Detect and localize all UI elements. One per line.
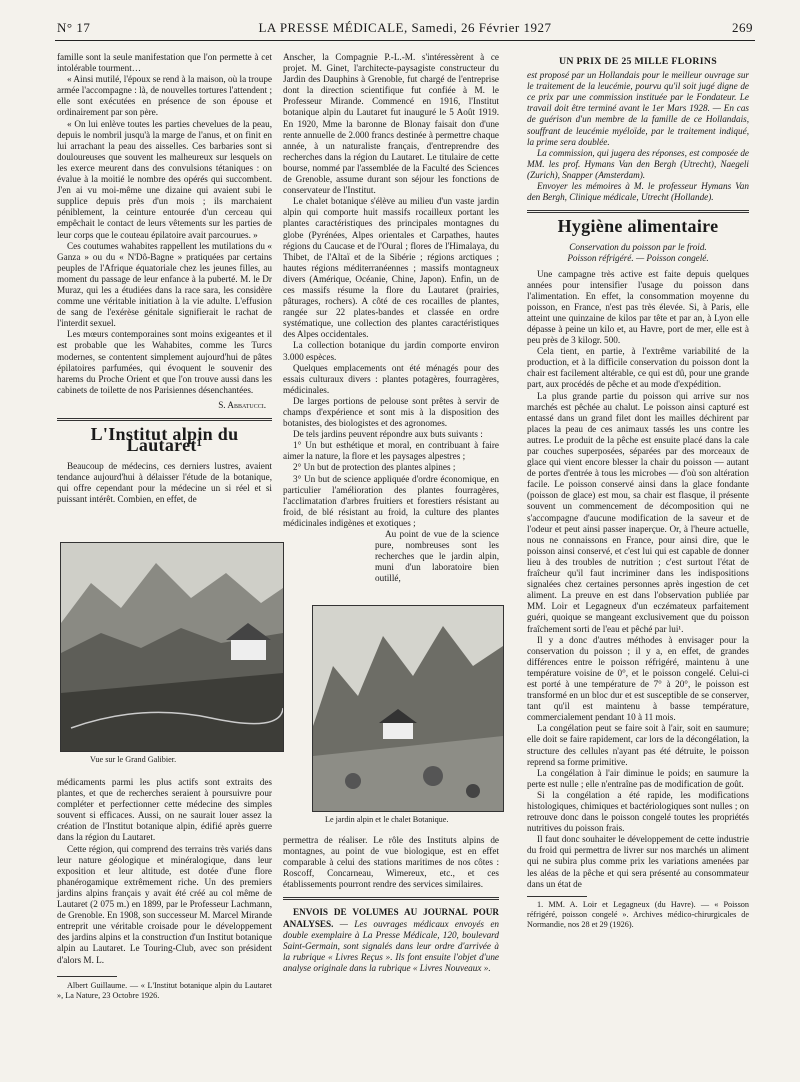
paragraph: Cette région, qui comprend des terrains très variés dans leur nature géologique et minéralogique, dans leur exposition et leur altitude, est dotée d'une flore phanérogamique extrêmement riche. Un des premiers jardins alpins français y avait été créé au col même de Lautaret (2 075 m.) en 1899, par le Professeur Lachmann, de Grenoble. En 1908, son successeur M. Marcel Mirande entreprit une véritable croisade pour le développement des jardins alpins et la construction d'un Institut botanique alpin au Lautaret. Le Touring-Club, avec son président d'alors M. L. [57,843,272,965]
paragraph: Quelques emplacements ont été ménagés pour des essais culturaux divers : plantes potagères, fourragères, médicinales. [283,362,499,395]
paragraph: La congélation peut se faire soit à l'air, soit en saumure; elle doit se faire rapidement, car lors de la décongélation, la structure des cellules n'ayant pas été détruite, le poisson reprend sa forme primitive. [527,723,749,767]
paragraph: 1° Un but esthétique et moral, en contribuant à faire aimer la nature, la flore et les paysages alpestres ; [283,440,499,462]
paragraph: Ces coutumes wahabites rappellent les mutilations du « Ganza » ou du « N'Dô-Bagne » pratiquées par certains peuples de l'Afrique équatoriale chez les jeunes filles, au moment du passage de leur enfance à la puberté. M. le Dr Muraz, qui les a étudiées dans la race sara, les considère comme une véritable initiation à la vie adulte. L'effusion de sang de l'exérèse génitale signifierait le rachat de l'interdit sexuel. [57,240,272,329]
footnote: 1. MM. A. Loir et Legagneux (du Havre). — « Poisson réfrigéré, poisson congelé ». Archives médico-chirurgicales de Normandie, nos 28 et 29 (1926). [527,899,749,929]
column-3 [527,52,749,930]
section-title: Hygiène alimentaire [557,216,719,237]
paragraph: De tels jardins peuvent répondre aux buts suivants : [293,429,483,440]
column-1 [57,52,272,506]
footnote-rule [57,976,117,977]
paragraph: permettra de réaliser. Le rôle des Instituts alpins de montagnes, au point de vue biologique, est en effet comparable à celui des stations maritimes de nos côtes : Roscoff, Concarneau, Wimereux, etc., et ces établissements pourront rendre des services similaires. [283,835,499,890]
issue-number: N° 17 [57,20,91,35]
paragraph: médicaments parmi les plus actifs sont extraits des plantes, et que de recherches seraient à poursuivre pour compléter et perfectionner cette médecine des simples souvent si efficaces. Aussi, on ne saurait louer assez la création de l'Institut botanique alpin, édifié après guerre dans la région du Lautaret. [57,777,272,843]
divider [283,897,499,900]
signature: S. Abbatucci. [218,399,266,410]
paragraph: Beaucoup de médecins, ces derniers lustres, avaient tendance aujourd'hui à délaisser l'étude de la botanique, qui offre cependant pour la médecine un si réel et si puissant intérêt. Combien, en effet, de [57,461,272,505]
paragraph: Anscher, la Compagnie P.-L.-M. s'intéressèrent à ce projet. M. Ginet, l'architecte-paysagiste constructeur du Jardin des Dauphins à Grenoble, fut chargé de l'entreprise dont la direction scientifique fut confiée à M. le Professeur Mirande. Commencé en 1916, l'Institut botanique alpin du Lautaret fut inauguré le 5 Août 1919. En 1920, Mme la baronne de Blonay faisait don d'une rente annuelle de 2.000 francs destinée à permettre chaque année, à un naturaliste français, d'entreprendre des recherches dans la région du Lautaret. Le titulaire de cette bourse, nommé par l'assemblée de la Faculté des Sciences de Grenoble, assume durant son séjour les fonctions de conservateur de l'Institut. [283,52,499,196]
paragraph: La collection botanique du jardin comporte environ 3.000 espèces. [283,340,499,362]
paragraph: Si la congélation a été rapide, les modifications histologiques, chimiques et bactériologiques sont nulles ; on retrouve donc dans le poisson congelé toutes les propriétés nutritives du poisson frais. [527,789,749,834]
paragraph: 3° Un but de science appliquée d'ordre économique, en particulier l'amélioration des plantes fourragères, l'acclimatation d'arbres fruitiers et forestiers résistant au froid, de blé résistant au froid, la culture des plantes médicinales indigènes et exotiques ; [283,473,499,528]
photo-jardin-alpin [312,605,504,812]
photo-caption: Vue sur le Grand Galibier. [90,755,177,764]
paragraph: Envoyer les mémoires à M. le professeur Hymans Van den Bergh, Clinique médicale, Utrecht (Hollande). [527,181,749,203]
page-header [55,18,755,41]
envois-text: — Les ouvrages médicaux envoyés en double exemplaire à La Presse Médicale, 120, boulevard Saint-Germain, sont signalés dans leur ordre d'arrivée à la rubrique « Livres Reçus ». Ils font ensuite l'objet d'une analyse originale dans la rubrique « Livres Nouveaux ». [283,918,499,973]
photo-caption: Le jardin alpin et le chalet Botanique. [325,815,449,824]
paragraph: Cela tient, en partie, à l'extrême variabilité de la production, et à la difficile conservation du poisson dont la chair est facilement altérable, ce qui est dû, pour une grande part, aux procédés de pêche et au mode d'expédition. [527,346,749,390]
photo-grand-galibier [60,542,284,752]
paragraph: Une campagne très active est faite depuis quelques années pour intensifier l'usage du poisson dans l'alimentation. En effet, la consommation moyenne du poisson, en France, n'est pas très élevée. Si, à Paris, elle atteint une quinzaine de kilos par tête et par an, à Lyon elle dépasse à peine un kilo et, au Havre, port de mer, elle est à peu près de 3 kilogr. 500. [527,268,749,346]
envois-title: ENVOIS DE VOLUMES AU JOURNAL POUR ANALYSES. [283,907,499,929]
divider [57,418,272,421]
paragraph: « Ainsi mutilé, l'époux se rend à la maison, où la troupe armée l'accompagne : là, de nouvelles tortures l'attendent ; elle sont exécutées en présence de son épouse et ordinairement par son père. [57,74,272,118]
column-2-continued [283,835,499,974]
paragraph: Au point de vue de la science pure, nombreuses sont les recherches que le jardin alpin, muni d'un laboratoire bien outillé, [375,529,499,584]
paragraph: « On lui enlève toutes les parties chevelues de la peau, depuis le nombril jusqu'à la marge de l'anus, et on finit en lui arrachant la peau des aisselles. Ces barbaries sont si douloureuses que souvent les malheureux sur lesquels on les exerce meurent dans des convulsions tétaniques : on évalue à la moitié le nombre des opérés qui succombent. J'en ai vu moi-même une dizaine qui avaient subi le supplice depuis près d'un mois ; ils marchaient péniblement, la ceinture entourée d'un cerceau qui empêchait le contact de leurs vêtements sur les parties de leur corps que le couteau épilatoire avait parcourues. » [57,118,272,240]
divider [527,210,749,213]
column-2 [283,52,499,585]
subtitle: Conservation du poisson par le froid. [569,242,707,253]
subtitle: Poisson réfrigéré. — Poisson congelé. [567,253,709,264]
paragraph: De larges portions de pelouse sont prêtes à servir de champs d'expérience et sont mis à la disposition des botanistes, des biologistes et des agronomes. [283,395,499,429]
paragraph: famille sont la seule manifestation que l'on permette à cet intolérable tourment… [57,52,272,74]
paragraph: La congélation à l'air diminue le poids; en saumure la perte est nulle ; elle n'entraîne pas de modification de goût. [527,767,749,789]
journal-title: LA PRESSE MÉDICALE, Samedi, 26 Février 1927 [258,20,552,35]
paragraph: Il y a donc d'autres méthodes à envisager pour la conservation du poisson ; il y a, en effet, de grandes différences entre le poisson réfrigéré, maintenu à une température voisine de 0°, et le poisson congelé. Celui-ci est porté à une température de 7° à 20°, le poisson est transformé en un bloc dur et est susceptible de se conserver, tant qu'il est maintenu à basse température, commercialement pendant 10 à 11 mois. [527,634,749,723]
paragraph: 2° Un but de protection des plantes alpines ; [293,462,456,473]
footnote-rule [527,896,587,897]
article-title: L'Institut alpin du Lautaret¹ [90,424,239,456]
paragraph: est proposé par un Hollandais pour le meilleur ouvrage sur le traitement de la leucémie, pourvu qu'il soit jugé digne de ce prix par une commission instituée par le Fondateur. Le travail doit être terminé avant le 1er Mars 1928. — En cas de guérison d'un membre de la famille de ce Hollandais, souffrant de leucémie myéloïde, par le traitement indiqué, la prime sera doublée. [527,70,749,147]
paragraph: Il faut donc souhaiter le développement de cette industrie du froid qui permettra de livrer sur nos marchés un aliment qui ne subira plus comme prix les variations amenées par les aléas de la pêche et qui sera présenté au consommateur dans un état de [527,834,749,889]
paragraph: Le chalet botanique s'élève au milieu d'un vaste jardin alpin qui comporte huit massifs rocailleux portant les plantes caractéristiques des principales montagnes du globe (Pyrénées, Alpes orientales et Carpathes, hautes régions du Caucase et de l'Oural ; flores de l'Himalaya, du Thibet, de l'Altaï et de la Sibérie ; régions arctiques ; hautes régions méditerranéennes ; massifs montagneux divers (Amérique, Océanie, Chine, Japon). Enfin, un de ces massifs résume la flore du Lautaret (prairies, pâturages, rochers). A côté de ces rocailles de plantes, rangée sur 22 plates-bandes et classée en ordre systématique, une collection des plantes caractéristiques des Alpes occidentales. [283,196,499,340]
prize-title: UN PRIX DE 25 MILLE FLORINS [558,56,718,67]
paragraph: La commission, qui jugera des réponses, est composée de MM. les prof. Hymans Van den Bergh (Utrecht), Naegeli (Zurich), Snapper (Amsterdam). [527,147,749,180]
paragraph: Les mœurs contemporaines sont moins exigeantes et il est probable que les Wahabites, comme les Turcs modernes, se contentent simplement aujourd'hui de pâtes épilatoires parfumées, qui évoquent le souvenir des harems du Proche Orient et que l'on trouve aussi dans les cabinets de toilette de nos Parisiennes désenchantées. [57,329,272,395]
paragraph: La plus grande partie du poisson qui arrive sur nos marchés est pêchée au chalut. Le poisson ainsi capturé est entassé dans un grand filet dont les mailles déchirent par places la peau de ces animaux tassés les uns contre les autres. Le produit de la pêche est ensuite placé dans la cale par couches superposées, séparées par des morceaux de glace qui vient encore blesser la chair du poisson — autant de portes d'entrée à tous les microbes — d'où son altération facile. Le poisson conservé ainsi dans la glace fondante (poisson de glace) est mou, sa chair est flasque, il présente souvent un commencement de décomposition qui ne s'accompagne d'aucune modification de la saveur et de l'odeur et peut ainsi passer inaperçue. Or, à l'heure actuelle, nous ne connaissons en France, pour ainsi dire, que le poisson ainsi conservé, et c'est lui qui est capable de donner lieu à des troubles de nutrition ; c'est surtout l'état de fraîcheur qu'il faut incriminer dans les indispositions signalées chez certaines personnes après ingestion de cet aliment. La preuve en est dans l'observation publiée par MM. Loir et Legagneux d'un eczémateux parfaitement guéri, quoique se mangeant exclusivement que du poisson fraîchement sorti de l'eau et pêché par lui¹. [527,390,749,634]
footnote: Albert Guillaume. — « L'Institut botanique alpin du Lautaret », La Nature, 23 Octobre 1926. [57,980,272,1000]
page-number: 269 [732,20,753,35]
column-1-continued [57,777,272,1001]
